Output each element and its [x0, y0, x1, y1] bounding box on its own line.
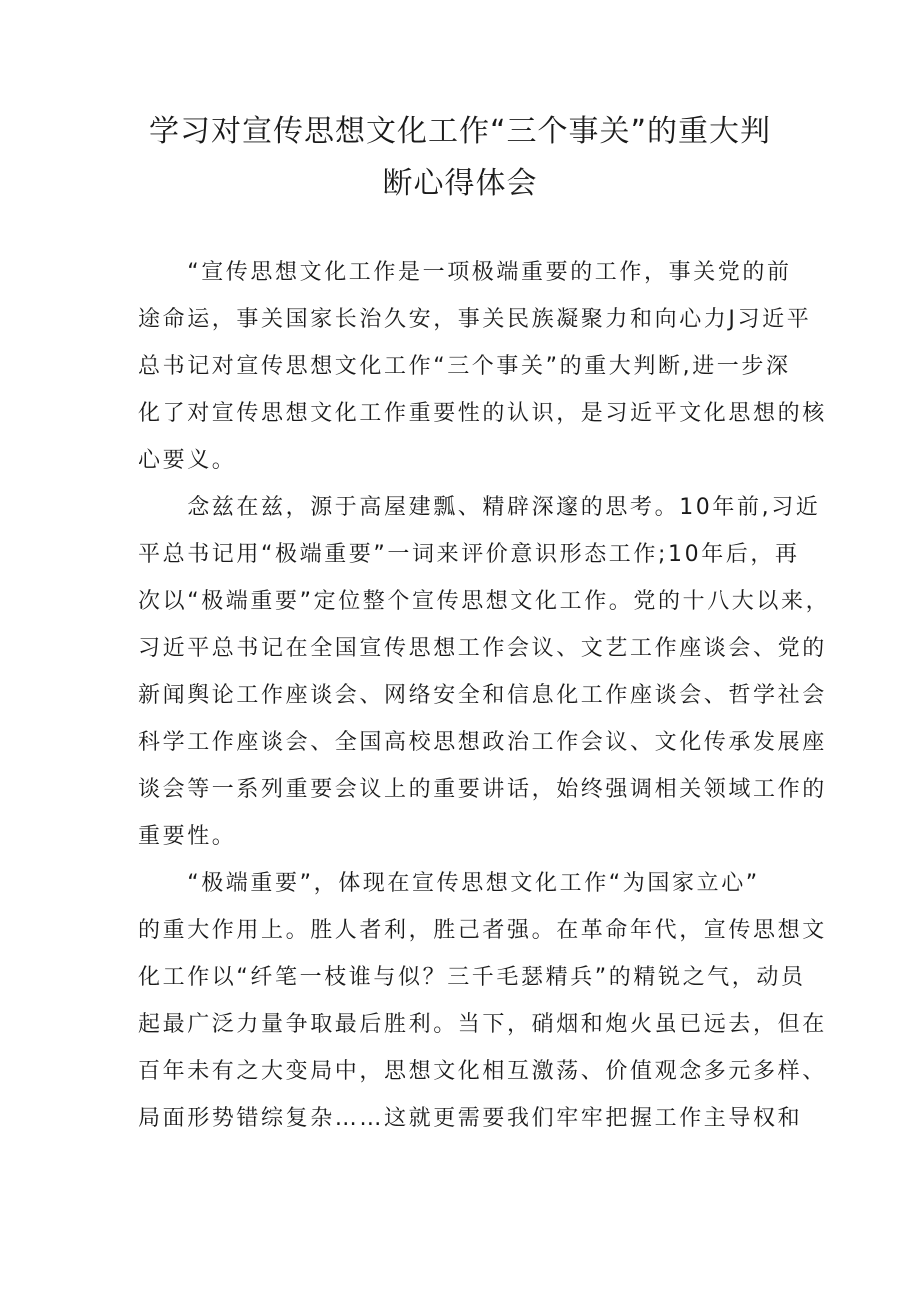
text-line: 科学工作座谈会、全国高校思想政治工作会议、文化传承发展座 — [138, 730, 827, 755]
document-title — [130, 106, 790, 210]
title-line-2: 断心得体会 — [382, 166, 538, 201]
text-line: 次以“极端重要”定位整个宣传思想文化工作。党的十八大以来， — [138, 589, 831, 614]
text-line: 平总书记用“极端重要”一词来评价意识形态工作;10年后，再 — [138, 542, 800, 567]
text-line: 起最广泛力量争取最后胜利。当下，硝烟和炮火虽已远去，但在 — [138, 1012, 827, 1037]
text-line: 的重大作用上。胜人者利，胜己者强。在革命年代，宣传思想文 — [138, 918, 827, 943]
text-line: 百年未有之大变局中，思想文化相互激荡、价值观念多元多样、 — [138, 1059, 827, 1084]
text-line: 局面形势错综复杂……这就更需要我们牢牢把握工作主导权和 — [138, 1106, 803, 1131]
text-line: 途命运，事关国家长治久安，事关民族凝聚力和向心力J习近平 — [138, 307, 812, 332]
text-line: 心要义。 — [138, 448, 237, 473]
text-line: 新闻舆论工作座谈会、网络安全和信息化工作座谈会、哲学社会 — [138, 683, 827, 708]
text-line: “宣传思想文化工作是一项极端重要的工作，事关党的前 — [138, 260, 792, 285]
title-line-1: 学习对宣传思想文化工作“三个事关”的重大判 — [148, 114, 772, 149]
paragraph-2 — [138, 484, 831, 860]
text-line: 习近平总书记在全国宣传思想工作会议、文艺工作座谈会、党的 — [138, 636, 827, 661]
text-line: 化了对宣传思想文化工作重要性的认识，是习近平文化思想的核 — [138, 401, 827, 426]
paragraph-3 — [138, 860, 827, 1142]
text-line: 总书记对宣传思想文化工作“三个事关”的重大判断,进一步深 — [138, 354, 791, 379]
text-line: 化工作以“纤笔一枝谁与似？三千毛瑟精兵”的精锐之气，动员 — [138, 965, 806, 990]
document-body — [138, 249, 831, 1142]
text-line: “极端重要”，体现在宣传思想文化工作“为国家立心” — [138, 871, 760, 896]
text-line: 谈会等一系列重要会议上的重要讲话，始终强调相关领域工作的 — [138, 777, 827, 802]
paragraph-1 — [138, 249, 827, 484]
text-line: 念兹在兹，源于高屋建瓢、精辟深邃的思考。10年前,习近 — [138, 495, 821, 520]
text-line: 重要性。 — [138, 824, 237, 849]
